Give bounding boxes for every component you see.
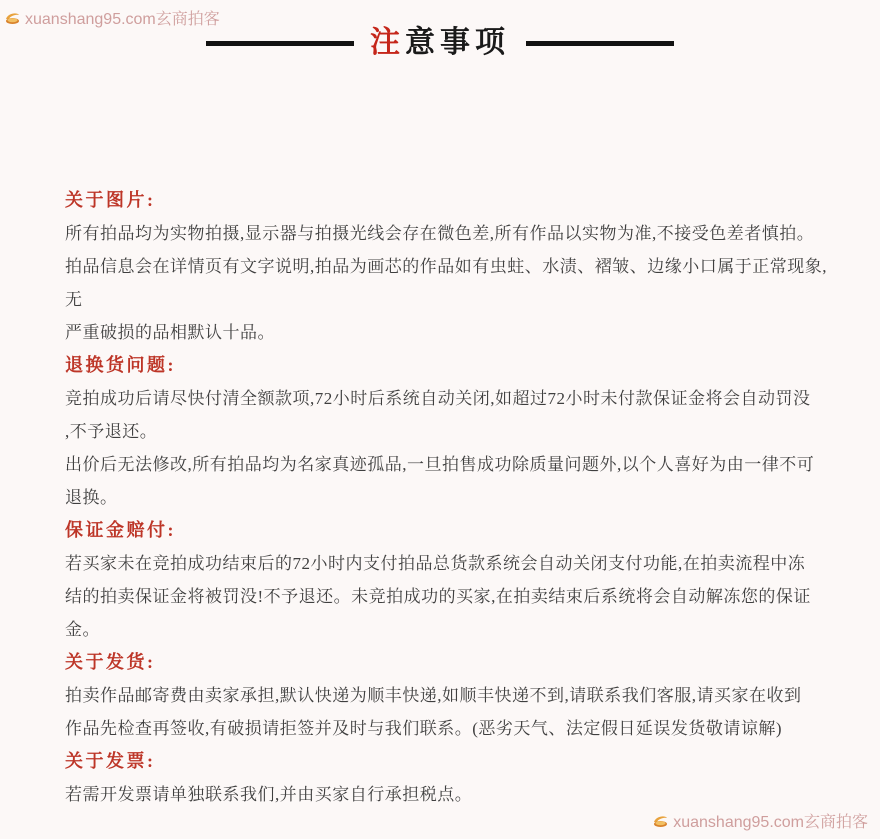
title-rule-right — [526, 41, 674, 46]
section-returns — [65, 349, 832, 514]
section-heading: 保证金赔付: — [65, 520, 176, 540]
section-heading: 关于发货: — [65, 652, 156, 672]
body-line: 结的拍卖保证金将被罚没!不予退还。未竞拍成功的买家,在拍卖结束后系统将会自动解冻您的保证 — [65, 587, 811, 606]
section-shipping — [65, 646, 832, 745]
watermark-top-left — [4, 6, 220, 29]
watermark-text: xuanshang95.com玄商拍客 — [25, 11, 220, 28]
body-line: ,不予退还。 — [65, 422, 158, 441]
section-heading: 关于图片: — [65, 190, 156, 210]
body-line: 拍卖作品邮寄费由卖家承担,默认快递为顺丰快递,如顺丰快递不到,请联系我们客服,请买家在收到 — [65, 686, 802, 705]
body-line: 严重破损的品相默认十品。 — [65, 323, 275, 342]
notice-content — [0, 184, 880, 811]
title-rule-left — [206, 41, 354, 46]
body-line: 退换。 — [65, 488, 118, 507]
section-about-images — [65, 184, 832, 349]
page-title-accent: 注 — [370, 26, 405, 59]
gold-seal-icon — [652, 813, 669, 828]
section-heading: 退换货问题: — [65, 355, 176, 375]
section-heading: 关于发票: — [65, 751, 156, 771]
body-line: 拍品信息会在详情页有文字说明,拍品为画芯的作品如有虫蛀、水渍、褶皱、边缘小口属于正常现象,无 — [65, 257, 827, 309]
section-invoice — [65, 745, 832, 811]
gold-seal-icon — [4, 10, 21, 25]
body-line: 竞拍成功后请尽快付清全额款项,72小时后系统自动关闭,如超过72小时未付款保证金将会自动罚没 — [65, 389, 811, 408]
body-line: 所有拍品均为实物拍摄,显示器与拍摄光线会存在微色差,所有作品以实物为准,不接受色差者慎拍。 — [65, 224, 815, 243]
body-line: 作品先检查再签收,有破损请拒签并及时与我们联系。(恶劣天气、法定假日延误发货敬请谅解) — [65, 719, 783, 738]
watermark-bottom-right — [652, 809, 868, 832]
body-line: 金。 — [65, 620, 100, 639]
page-title-rest: 意事项 — [405, 26, 510, 59]
page-title — [370, 22, 510, 64]
body-line: 若需开发票请单独联系我们,并由买家自行承担税点。 — [65, 785, 473, 804]
section-deposit — [65, 514, 832, 646]
body-line: 出价后无法修改,所有拍品均为名家真迹孤品,一旦拍售成功除质量问题外,以个人喜好为由一律不可 — [65, 455, 815, 474]
watermark-text: xuanshang95.com玄商拍客 — [673, 814, 868, 831]
body-line: 若买家未在竞拍成功结束后的72小时内支付拍品总货款系统会自动关闭支付功能,在拍卖流程中冻 — [65, 554, 806, 573]
